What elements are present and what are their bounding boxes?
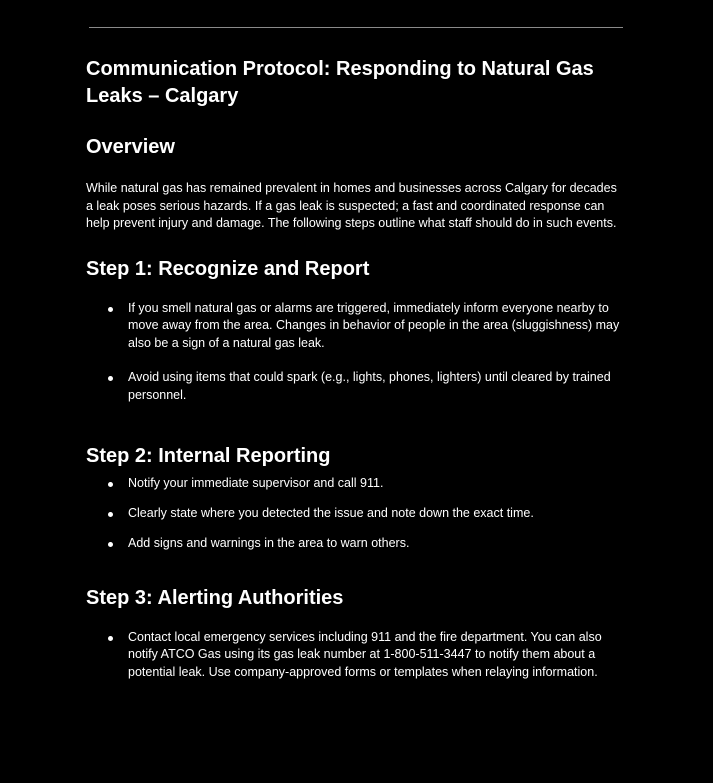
list-item-text: Clearly state where you detected the issue and note down the exact time. bbox=[128, 506, 534, 520]
list-item-text: Contact local emergency services including 911 and the fire department. You can also notify ATCO Gas using its gas leak number at 1-800-511-3447 to notify them about a potential leak. Use company-approved forms or templates when relaying information. bbox=[128, 629, 602, 679]
list-item-text: Avoid using items that could spark (e.g., lights, phones, lighters) until cleared by trained personnel. bbox=[128, 370, 611, 402]
step1-list bbox=[86, 300, 626, 405]
bullet-icon bbox=[108, 512, 113, 517]
bullet-icon bbox=[108, 482, 113, 487]
list-item bbox=[86, 300, 626, 353]
bullet-icon bbox=[108, 307, 113, 312]
step3-heading: Step 3: Alerting Authorities bbox=[86, 586, 344, 609]
list-item-text: Add signs and warnings in the area to warn others. bbox=[128, 536, 410, 550]
list-item-text: Notify your immediate supervisor and call 911. bbox=[128, 476, 384, 490]
list-item bbox=[86, 505, 626, 523]
step2-heading: Step 2: Internal Reporting bbox=[86, 445, 331, 467]
overview-paragraph: While natural gas has remained prevalent in homes and businesses across Calgary for decades a leak poses serious hazards. If a gas leak is suspected; a fast and coordinated response can help prevent injury and damage. The following steps outline what staff should do in such events. bbox=[86, 181, 617, 230]
bullet-icon bbox=[108, 636, 113, 641]
list-item bbox=[86, 629, 626, 682]
list-item bbox=[86, 475, 626, 493]
page-title: Communication Protocol: Responding to Natural Gas Leaks – Calgary bbox=[86, 58, 594, 107]
step3-list bbox=[86, 629, 626, 682]
top-divider bbox=[89, 27, 623, 28]
document-body bbox=[86, 56, 626, 681]
step2-list bbox=[86, 475, 626, 553]
bullet-icon bbox=[108, 542, 113, 547]
list-item bbox=[86, 535, 626, 553]
bullet-icon bbox=[108, 376, 113, 381]
list-item-text: If you smell natural gas or alarms are triggered, immediately inform everyone nearby to move away from the area. Changes in behavior of people in the area (sluggishness) may also be a sign of a natural gas leak. bbox=[128, 300, 620, 350]
step1-heading: Step 1: Recognize and Report bbox=[86, 257, 370, 280]
overview-heading: Overview bbox=[86, 136, 175, 158]
list-item bbox=[86, 369, 626, 404]
